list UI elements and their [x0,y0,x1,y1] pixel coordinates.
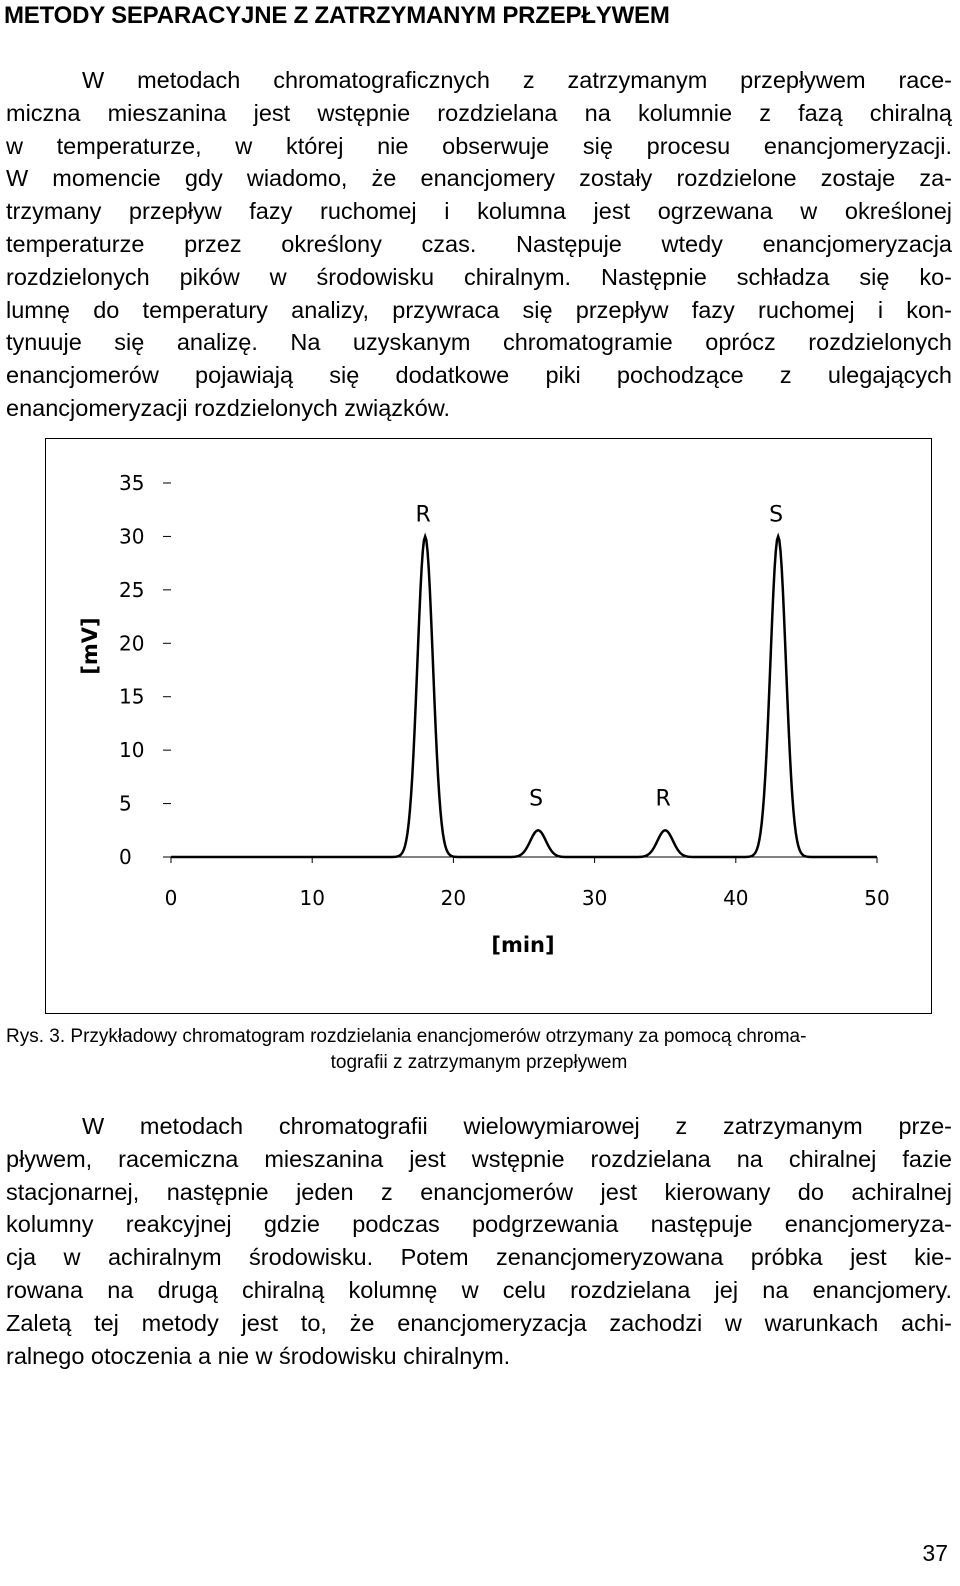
paragraph-line: stacjonarnej, następnie jeden z enancjomerów jest kierowany do achiralnej [6,1178,952,1205]
figure-caption [6,1024,952,1076]
y-axis-ticks [119,471,171,869]
peak-label: R [415,502,431,528]
x-tick-label: 50 [864,886,890,910]
x-tick-label: 30 [581,886,608,910]
y-tick-label: 5 [119,791,132,816]
peak-label: S [529,786,544,812]
y-tick-label: 25 [119,577,145,602]
paragraph-multidimensional [6,1110,952,1372]
paragraph-line: kolumny reakcyjnej gdzie podczas podgrzewania następuje enancjomeryza- [6,1211,952,1238]
paragraph-line: lumnę do temperatury analizy, przywraca się przepływ fazy ruchomej i kon- [6,296,952,323]
x-tick-label: 40 [723,886,749,910]
paragraph-line: miczna mieszanina jest wstępnie rozdzielana na kolumnie z fazą chiralną [6,99,952,126]
x-tick-label: 20 [440,886,467,910]
chromatogram-chart [45,438,932,1014]
caption-line: Rys. 3. Przykładowy chromatogram rozdzielania enancjomerów otrzymany za pomocą chroma- [6,1026,807,1047]
page-number: 37 [922,1540,948,1566]
paragraph-line: enancjomerów pojawiają się dodatkowe piki pochodzące z ulegających [6,362,952,389]
y-tick-label: 0 [119,845,132,869]
peak-labels [416,502,784,811]
paragraph-line: W metodach chromatograficznych z zatrzymanym przepływem race- [82,67,952,93]
caption-line: tografii z zatrzymanym przepływem [330,1052,628,1073]
paragraph-stopped-flow [6,64,952,425]
peak-label: R [655,786,671,812]
paragraph-line: W momencie gdy wiadomo, że enancjomery zostały rozdzielone zostaje za- [6,165,952,192]
paragraph-line: W metodach chromatografii wielowymiarowej z zatrzymanym prze- [82,1113,952,1139]
paragraph-line: ralnego otoczenia a nie w środowisku chiralnym. [6,1342,511,1369]
y-tick-label: 10 [119,738,145,763]
paragraph-line: temperaturze przez określony czas. Następuje wtedy enancjomeryzacja [6,230,952,257]
paragraph-line: pływem, racemiczna mieszanina jest wstępnie rozdzielana na chiralnej fazie [6,1145,952,1172]
y-tick-label: 30 [119,524,145,549]
paragraph-line: trzymany przepływ fazy ruchomej i kolumna jest ogrzewana w określonej [6,198,952,225]
chromatogram-trace [171,536,877,857]
paragraph-line: rozdzielonych pików w środowisku chiralnym. Następnie schładza się ko- [6,263,952,290]
y-tick-label: 35 [119,471,145,495]
x-tick-label: 0 [164,886,178,910]
x-axis-ticks [165,857,890,910]
paragraph-line: enancjomeryzacji rozdzielonych związków. [6,394,451,421]
paragraph-line: w temperaturze, w której nie obserwuje się procesu enancjomeryzacji. [6,132,952,159]
x-axis-label: [min] [491,933,555,957]
paragraph-line: Zaletą tej metody jest to, że enancjomeryzacja zachodzi w warunkach achi- [6,1309,952,1336]
section-heading: METODY SEPARACYJNE Z ZATRZYMANYM PRZEPŁYWEM [4,2,670,29]
peak-label: S [769,502,784,528]
y-tick-label: 15 [119,684,145,709]
paragraph-line: cja w achiralnym środowisku. Potem zenancjomeryzowana próbka jest kie- [6,1244,952,1271]
paragraph-line: tynuuje się analizę. Na uzyskanym chromatogramie oprócz rozdzielonych [6,329,952,356]
y-axis-label: [mV] [78,617,102,675]
x-tick-label: 10 [299,886,325,910]
y-tick-label: 20 [119,631,145,656]
paragraph-line: rowana na drugą chiralną kolumnę w celu rozdzielana jej na enancjomery. [6,1276,952,1303]
